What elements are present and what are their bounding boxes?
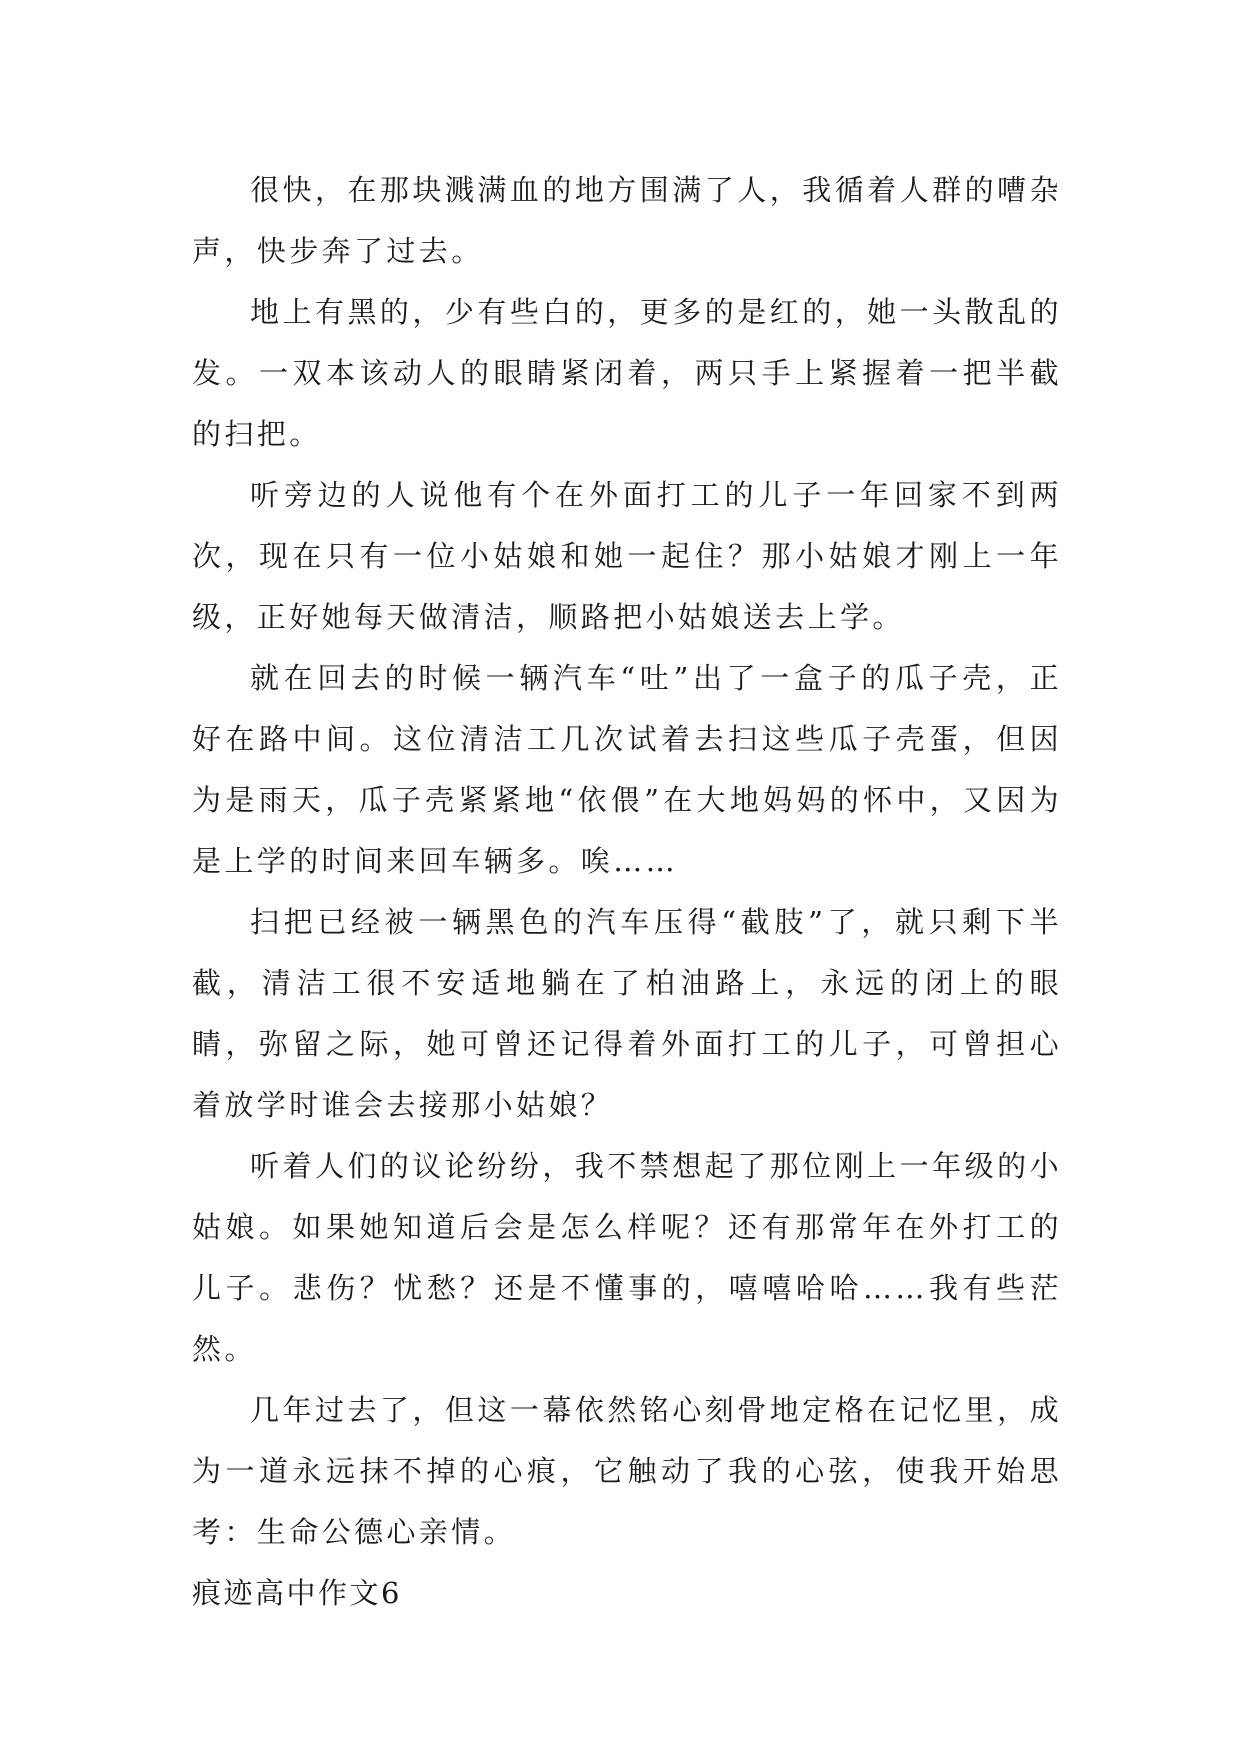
paragraph: 就在回去的时候一辆汽车“吐”出了一盒子的瓜子壳，正好在路中间。这位清洁工几次试着去扫这些瓜子壳蛋，但因为是雨天，瓜子壳紧紧地“依偎”在大地妈妈的怀中，又因为是上学的时间来回车辆多。唉…… <box>192 661 1062 878</box>
paragraph: 很快，在那块溅满血的地方围满了人，我循着人群的嘈杂声，快步奔了过去。 <box>192 173 1062 268</box>
paragraph: 扫把已经被一辆黑色的汽车压得“截肢”了，就只剩下半截，清洁工很不安适地躺在了柏油路上，永远的闭上的眼睛，弥留之际，她可曾还记得着外面打工的儿子，可曾担心着放学时谁会去接那小姑娘？ <box>192 905 1062 1122</box>
paragraph: 听旁边的人说他有个在外面打工的儿子一年回家不到两次，现在只有一位小姑娘和她一起住？那小姑娘才刚上一年级，正好她每天做清洁，顺路把小姑娘送去上学。 <box>192 478 1062 634</box>
paragraph: 几年过去了，但这一幕依然铭心刻骨地定格在记忆里，成为一道永远抹不掉的心痕，它触动了我的心弦，使我开始思考：生命公德心亲情。 <box>192 1393 1062 1549</box>
section-heading: 痕迹高中作文6 <box>192 1576 402 1610</box>
paragraph: 地上有黑的，少有些白的，更多的是红的，她一头散乱的发。一双本该动人的眼睛紧闭着，两只手上紧握着一把半截的扫把。 <box>192 295 1062 451</box>
paragraph: 听着人们的议论纷纷，我不禁想起了那位刚上一年级的小姑娘。如果她知道后会是怎么样呢？还有那常年在外打工的儿子。悲伤？忧愁？还是不懂事的，嘻嘻哈哈……我有些茫然。 <box>192 1149 1062 1366</box>
document-page <box>192 160 1062 1624</box>
